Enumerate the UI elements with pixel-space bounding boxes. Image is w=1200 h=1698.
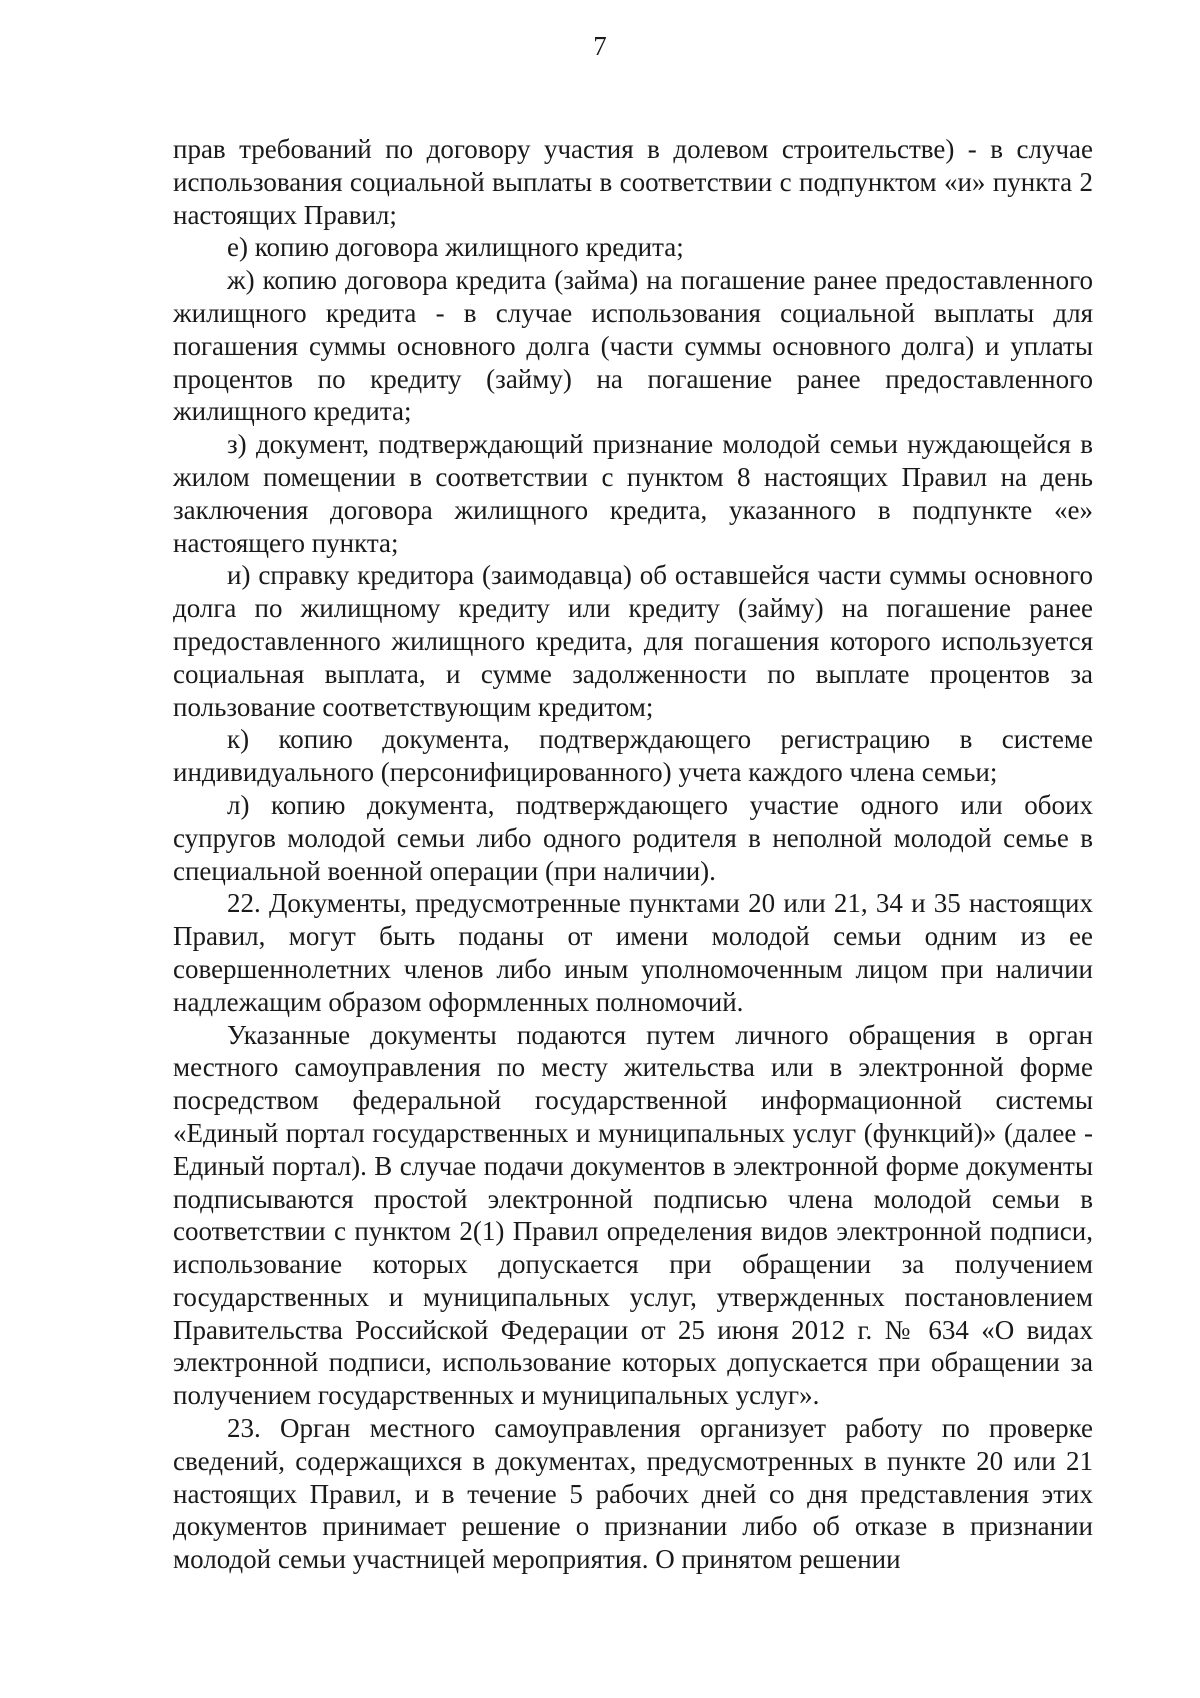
document-body — [173, 133, 1093, 1576]
page-number: 7 — [593, 31, 607, 61]
paragraph-continuation: прав требований по договору участия в долевом строительстве) - в случае использования социальной выплаты в соответствии с подпунктом «и» пункта 2 настоящих Правил; — [173, 134, 1093, 230]
paragraph-item-k: к) копию документа, подтверждающего регистрацию в системе индивидуального (персонифицированного) учета каждого члена семьи; — [173, 724, 1093, 788]
paragraph-item-e: е) копию договора жилищного кредита; — [227, 232, 684, 263]
paragraph-clause-22-submission: Указанные документы подаются путем личного обращения в орган местного самоуправления по месту жительства или в электронной форме посредством федеральной государственной информационной системы «Единый портал государственных и муниципальных услуг (функций)» (далее - Единый портал). В случае подачи документов в электронной форме документы подписываются простой электронной подписью члена молодой семьи в соответствии с пунктом 2(1) Правил определения видов электронной подписи, использование которых допускается при обращении за получением государственных и муниципальных услуг, утвержденных постановлением Правительства Российской Федерации от 25 июня 2012 г. № 634 «О видах электронной подписи, использование которых допускается при обращении за получением государственных и муниципальных услуг». — [173, 1019, 1093, 1411]
paragraph-item-l: л) копию документа, подтверждающего участие одного или обоих супругов молодой семьи либо одного родителя в неполной молодой семье в специальной военной операции (при наличии). — [173, 789, 1093, 886]
paragraph-item-z: з) документ, подтверждающий признание молодой семьи нуждающейся в жилом помещении в соответствии с пунктом 8 настоящих Правил на день заключения договора жилищного кредита, указанного в подпункте «е» настоящего пункта; — [173, 429, 1093, 558]
paragraph-clause-23: 23. Орган местного самоуправления организует работу по проверке сведений, содержащихся в документах, предусмотренных в пункте 20 или 21 настоящих Правил, и в течение 5 рабочих дней со дня представления этих документов принимает решение о признании либо об отказе в признании молодой семьи участницей мероприятия. О принятом решении — [173, 1413, 1093, 1575]
paragraph-clause-22: 22. Документы, предусмотренные пунктами 20 или 21, 34 и 35 настоящих Правил, могут быть поданы от имени молодой семьи одним из ее совершеннолетних членов либо иным уполномоченным лицом при наличии надлежащим образом оформленных полномочий. — [173, 888, 1093, 1017]
paragraph-item-zh: ж) копию договора кредита (займа) на погашение ранее предоставленного жилищного кредита - в случае использования социальной выплаты для погашения суммы основного долга (части суммы основного долга) и уплаты процентов по кредиту (займу) на погашение ранее предоставленного жилищного кредита; — [173, 265, 1093, 427]
paragraph-item-i: и) справку кредитора (заимодавца) об оставшейся части суммы основного долга по жилищному кредиту или кредиту (займу) на погашение ранее предоставленного жилищного кредита, для погашения которого используется социальная выплата, и сумме задолженности по выплате процентов за пользование соответствующим кредитом; — [173, 560, 1093, 722]
